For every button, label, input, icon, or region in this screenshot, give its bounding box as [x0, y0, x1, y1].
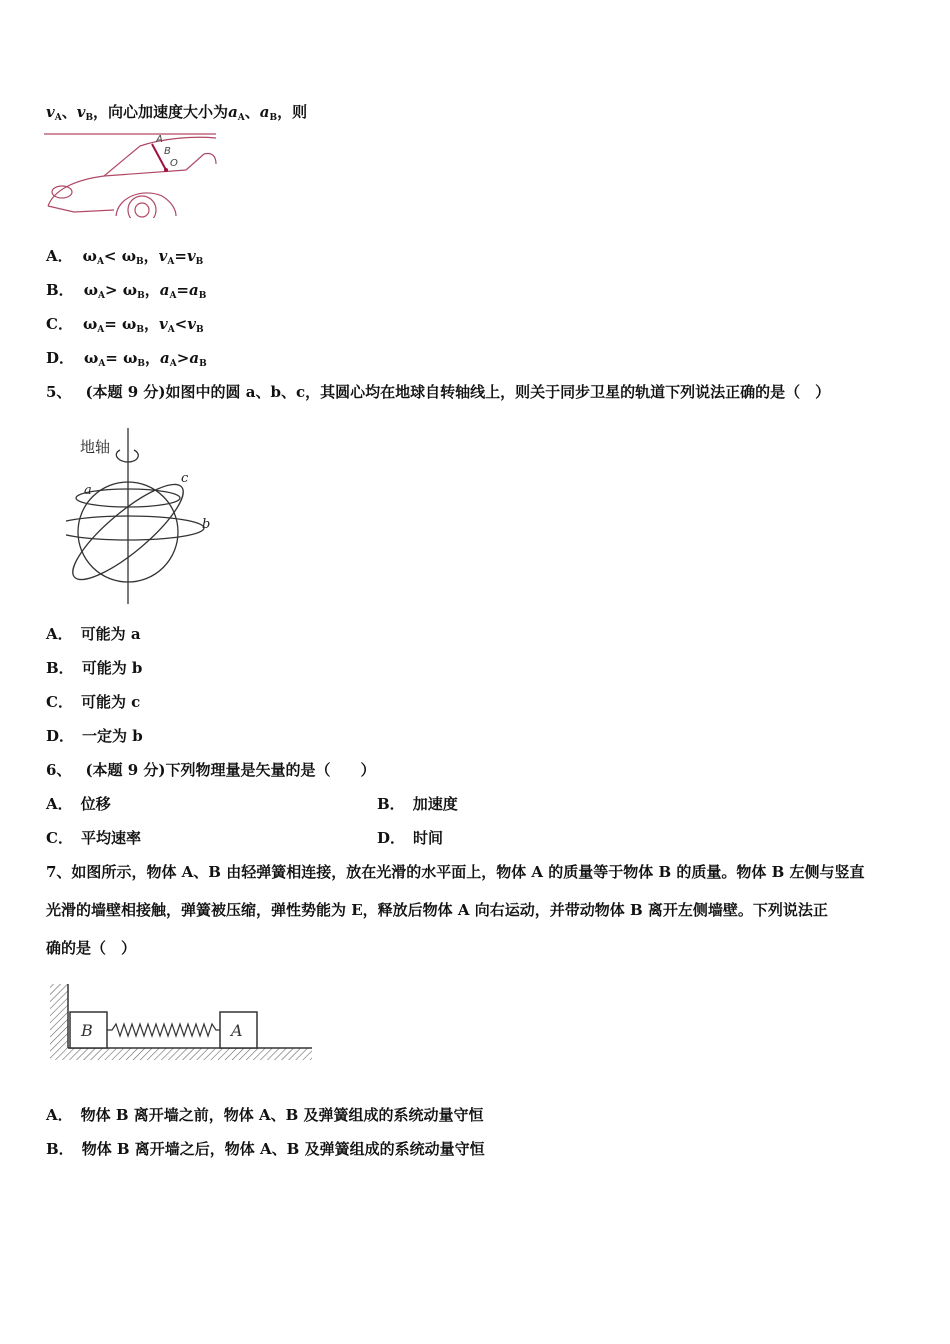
q6-option-c: C． 平均速率: [46, 829, 141, 847]
q4-option-b: B． $\omega_A> \omega_B$，$a_A=a_B$: [46, 281, 207, 301]
car-windshield-figure: [44, 130, 218, 218]
intro-line: $v_A$、$v_B$，向心加速度大小为$a_A$、$a_B$，则: [46, 103, 308, 123]
earth-axis-label: 地轴: [80, 438, 111, 456]
block-label-b: B: [81, 1021, 93, 1040]
q4-option-d: D． $\omega_A= \omega_B$，$a_A>a_B$: [46, 349, 207, 369]
q6-stem: 6、 (本题 9 分)下列物理量是矢量的是（ ）: [46, 761, 376, 779]
q7-stem-line1: 7、如图所示，物体 A、B 由轻弹簧相连接，放在光滑的水平面上，物体 A 的质量等于物体 B 的质量。物体 B 左侧与竖直: [46, 863, 865, 881]
q5-option-d: D． 一定为 b: [46, 727, 143, 745]
car-label-a: A: [156, 134, 163, 145]
q5-option-a: A． 可能为 a: [46, 625, 141, 643]
orbit-label-c: c: [181, 471, 189, 486]
car-label-b: B: [164, 146, 171, 157]
orbit-label-a: a: [84, 483, 92, 498]
q4-option-c: C． $\omega_A= \omega_B$，$v_A<v_B$: [46, 315, 204, 335]
orbit-label-b: b: [202, 517, 211, 532]
q5-option-c: C． 可能为 c: [46, 693, 141, 711]
block-label-a: A: [231, 1021, 243, 1040]
q6-option-a: A． 位移: [46, 795, 111, 813]
q7-option-b: B． 物体 B 离开墙之后，物体 A、B 及弹簧组成的系统动量守恒: [46, 1140, 485, 1158]
q6-option-d: D． 时间: [377, 829, 444, 847]
q7-stem-line3: 确的是（ ）: [46, 939, 137, 957]
q7-option-a: A． 物体 B 离开墙之前，物体 A、B 及弹簧组成的系统动量守恒: [46, 1106, 484, 1124]
q5-stem: 5、 (本题 9 分)如图中的圆 a、b、c，其圆心均在地球自转轴线上，则关于同步卫星的轨道下列说法正确的是（ ）: [46, 383, 831, 401]
q5-option-b: B． 可能为 b: [46, 659, 143, 677]
q6-option-b: B． 加速度: [377, 795, 458, 813]
q4-option-a: A． $\omega_A< \omega_B$，$v_A=v_B$: [46, 247, 204, 267]
spring-blocks-figure: [48, 982, 316, 1064]
car-label-o: O: [170, 158, 178, 169]
earth-orbits-figure: [66, 422, 226, 606]
q7-stem-line2: 光滑的墙壁相接触，弹簧被压缩，弹性势能为 E，释放后物体 A 向右运动，并带动物体 B 离开左侧墙壁。下列说法正: [46, 901, 828, 919]
